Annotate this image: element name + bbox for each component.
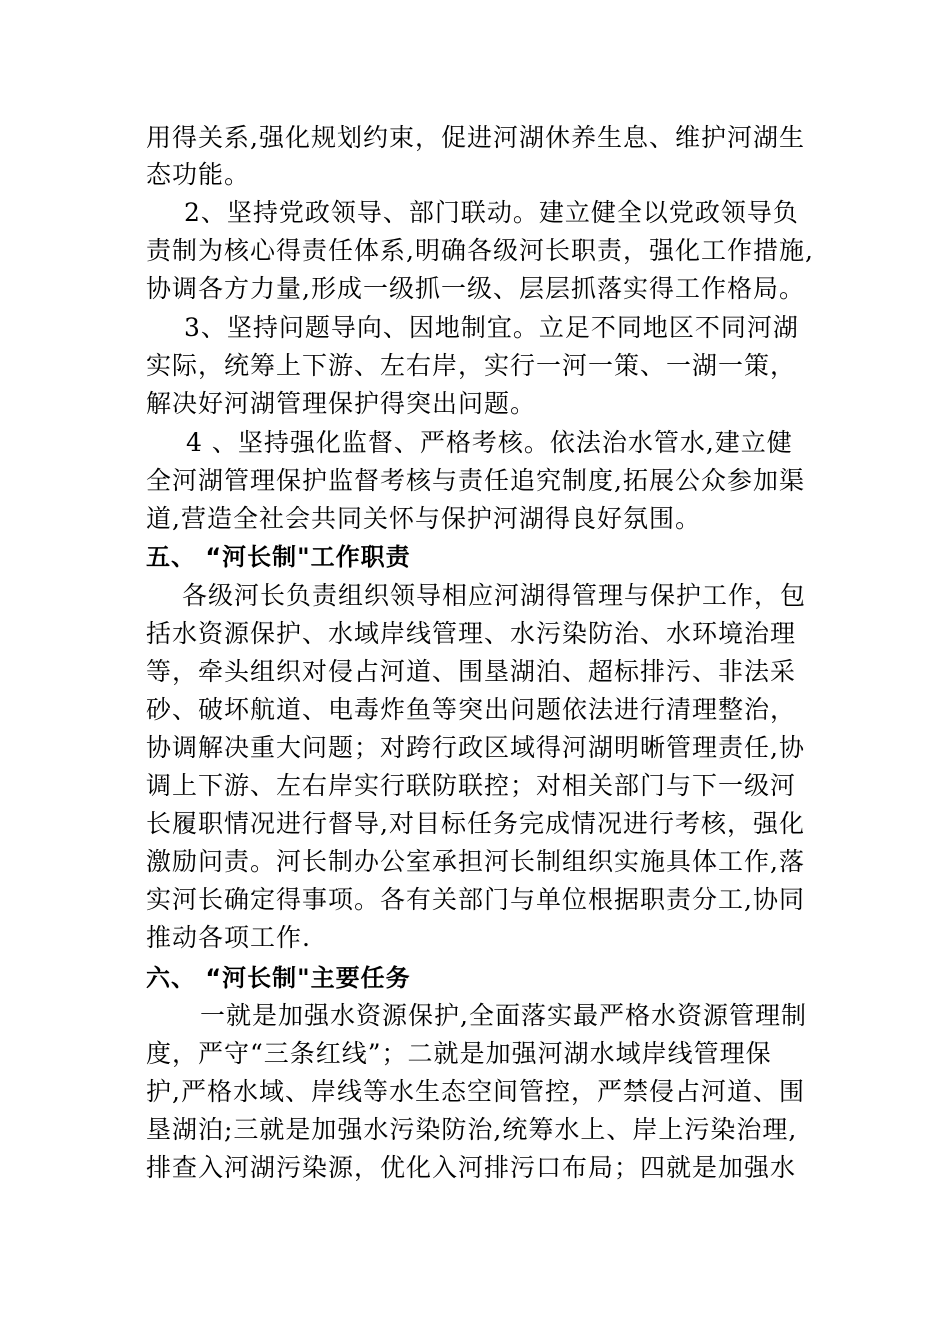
section-6-heading: 六、 “河长制"主要任务 <box>146 964 411 992</box>
section-5-line: 激励问责。河长制办公室承担河长制组织实施具体工作,落 <box>146 847 805 876</box>
principle-3-line: 解决好河湖管理保护得突出问题。 <box>146 389 537 418</box>
section-5-line: 长履职情况进行督导,对目标任务完成情况进行考核，强化 <box>146 809 805 838</box>
section-6-line: 垦湖泊;三就是加强水污染防治,统筹水上、岸上污染治理, <box>146 1115 798 1144</box>
principle-4-line: 4 、坚持强化监督、严格考核。依法治水管水,建立健 <box>186 428 793 457</box>
section-5-line: 推动各项工作. <box>146 923 311 952</box>
section-5-line: 括水资源保护、水域岸线管理、水污染防治、水环境治理 <box>146 619 797 648</box>
principle-2-line: 2、坚持党政领导、部门联动。建立健全以党政领导负 <box>184 198 799 227</box>
principle-3-line: 3、坚持问题导向、因地制宜。立足不同地区不同河湖 <box>184 313 799 342</box>
section-5-line: 实河长确定得事项。各有关部门与单位根据职责分工,协同 <box>146 885 805 914</box>
section-5-heading: 五、 “河长制"工作职责 <box>146 543 411 571</box>
section-5-line: 砂、破坏航道、电毒炸鱼等突出问题依法进行清理整治， <box>146 695 797 724</box>
principle-4-line: 全河湖管理保护监督考核与责任追究制度,拓展公众参加渠 <box>146 466 805 495</box>
principle-2-line: 责制为核心得责任体系,明确各级河长职责，强化工作措施, <box>146 236 814 265</box>
principle-4-line: 道,营造全社会共同关怀与保护河湖得良好氛围。 <box>146 504 701 533</box>
section-6-line: 护,严格水域、岸线等水生态空间管控，严禁侵占河道、围 <box>146 1077 805 1106</box>
principle-2-line: 协调各方力量,形成一级抓一级、层层抓落实得工作格局。 <box>146 274 805 303</box>
section-5-line: 调上下游、左右岸实行联防联控；对相关部门与下一级河 <box>146 771 797 800</box>
section-5-line: 各级河长负责组织领导相应河湖得管理与保护工作，包 <box>182 581 807 610</box>
section-5-line: 等，牵头组织对侵占河道、围垦湖泊、超标排污、非法采 <box>146 657 797 686</box>
text-line: 用得关系,强化规划约束，促进河湖休养生息、维护河湖生 <box>146 123 805 152</box>
section-6-line: 度，严守“三条红线”；二就是加强河湖水域岸线管理保 <box>146 1039 772 1068</box>
principle-3-line: 实际，统筹上下游、左右岸，实行一河一策、一湖一策， <box>146 351 797 380</box>
section-5-line: 协调解决重大问题；对跨行政区域得河湖明晰管理责任,协 <box>146 733 805 762</box>
section-6-line: 排查入河湖污染源，优化入河排污口布局；四就是加强水 <box>146 1153 797 1182</box>
section-6-line: 一就是加强水资源保护,全面落实最严格水资源管理制 <box>200 1001 807 1030</box>
text-line: 态功能。 <box>146 160 251 189</box>
